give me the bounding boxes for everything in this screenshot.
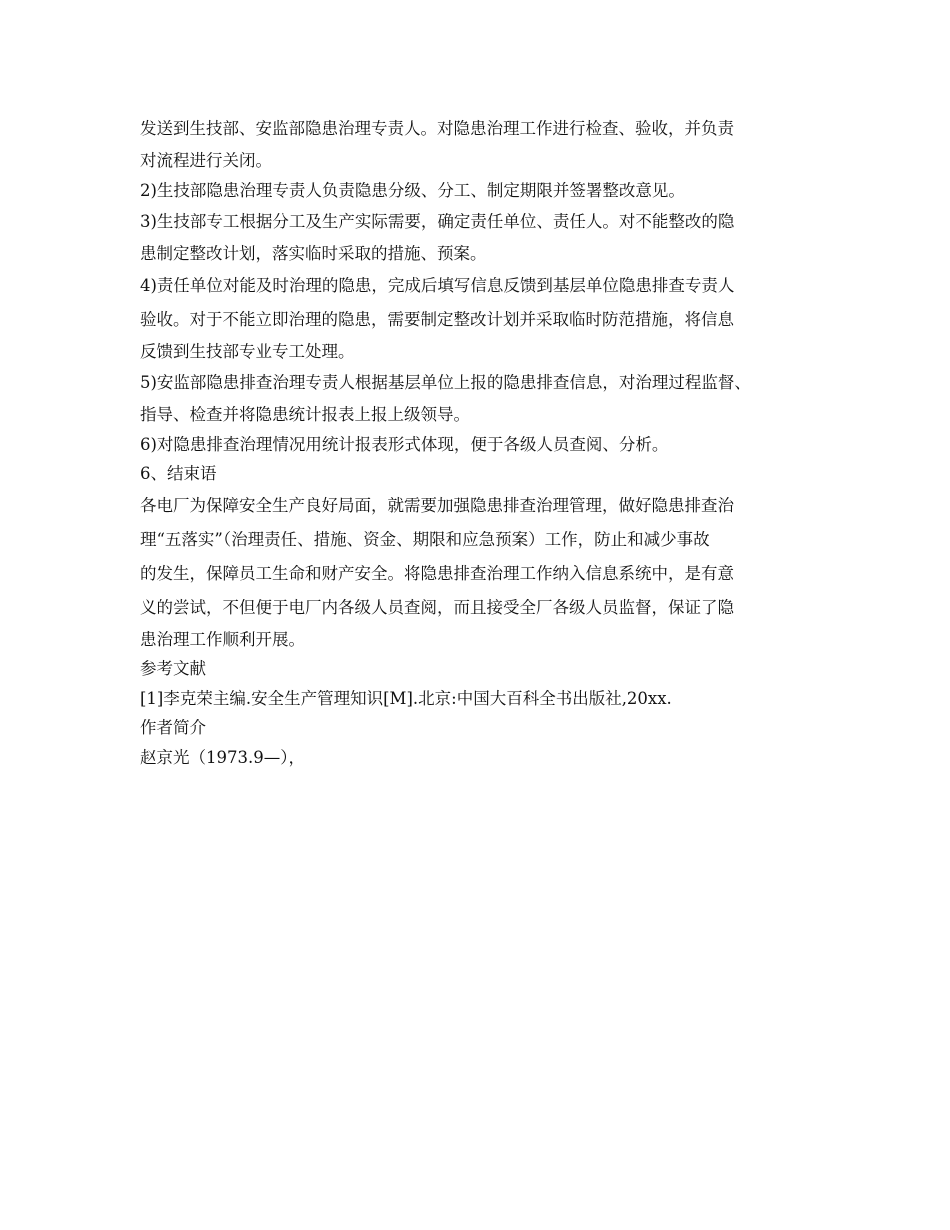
paragraph-flow-close	[140, 112, 830, 176]
reference-entry	[140, 684, 830, 714]
section-heading-author	[140, 713, 830, 743]
text-line: 理“五落实”（治理责任、措施、资金、期限和应急预案）工作，防止和减少事故	[140, 529, 710, 549]
section-heading: 作者简介	[140, 718, 206, 737]
text-line: 患制定整改计划，落实临时采取的措施、预案。	[140, 244, 487, 263]
text-line: 反馈到生技部专业专工处理。	[140, 341, 355, 361]
text-line: 3)生技部专工根据分工及生产实际需要，确定责任单位、责任人。对不能整改的隐	[140, 212, 735, 231]
text-line: [1]李克荣主编.安全生产管理知识[M].北京:中国大百科全书出版社,20xx.	[140, 688, 672, 708]
text-line: 发送到生技部、安监部隐患治理专责人。对隐患治理工作进行检查、验收，并负责	[140, 119, 734, 138]
paragraph-conclusion	[140, 489, 830, 655]
text-line: 4)责任单位对能及时治理的隐患，完成后填写信息反馈到基层单位隐患排查专责人	[140, 275, 735, 295]
text-line: 验收。对于不能立即治理的隐患，需要制定整改计划并采取临时防范措施，将信息	[140, 309, 734, 329]
paragraph-item-5	[140, 366, 830, 430]
text-line: 2)生技部隐患治理专责人负责隐患分级、分工、制定期限并签署整改意见。	[140, 180, 685, 200]
text-line: 患治理工作顺利开展。	[140, 629, 305, 649]
paragraph-item-6	[140, 430, 830, 460]
paragraph-item-2	[140, 176, 830, 206]
text-line: 6)对隐患排查治理情况用统计报表形式体现，便于各级人员查阅、分析。	[140, 434, 669, 454]
paragraph-item-3	[140, 205, 830, 269]
section-heading-conclusion	[140, 459, 830, 489]
author-info	[140, 743, 830, 773]
text-line: 指导、检查并将隐患统计报表上报上级领导。	[140, 405, 470, 424]
text-line: 各电厂为保障安全生产良好局面，就需要加强隐患排查治理管理，做好隐患排查治	[140, 495, 734, 515]
section-heading: 6、结束语	[140, 464, 217, 483]
section-heading: 参考文献	[140, 659, 206, 678]
text-line: 赵京光（1973.9—），	[140, 747, 305, 767]
text-line: 对流程进行关闭。	[140, 151, 272, 170]
section-heading-references	[140, 654, 830, 684]
paragraph-item-4	[140, 269, 830, 367]
text-line: 义的尝试，不但便于电厂内各级人员查阅，而且接受全厂各级人员监督，保证了隐	[140, 597, 734, 617]
document-page	[140, 112, 830, 772]
text-line: 的发生，保障员工生命和财产安全。将隐患排查治理工作纳入信息系统中，是有意	[140, 563, 734, 583]
text-line: 5)安监部隐患排查治理专责人根据基层单位上报的隐患排查信息，对治理过程监督、	[140, 373, 751, 392]
